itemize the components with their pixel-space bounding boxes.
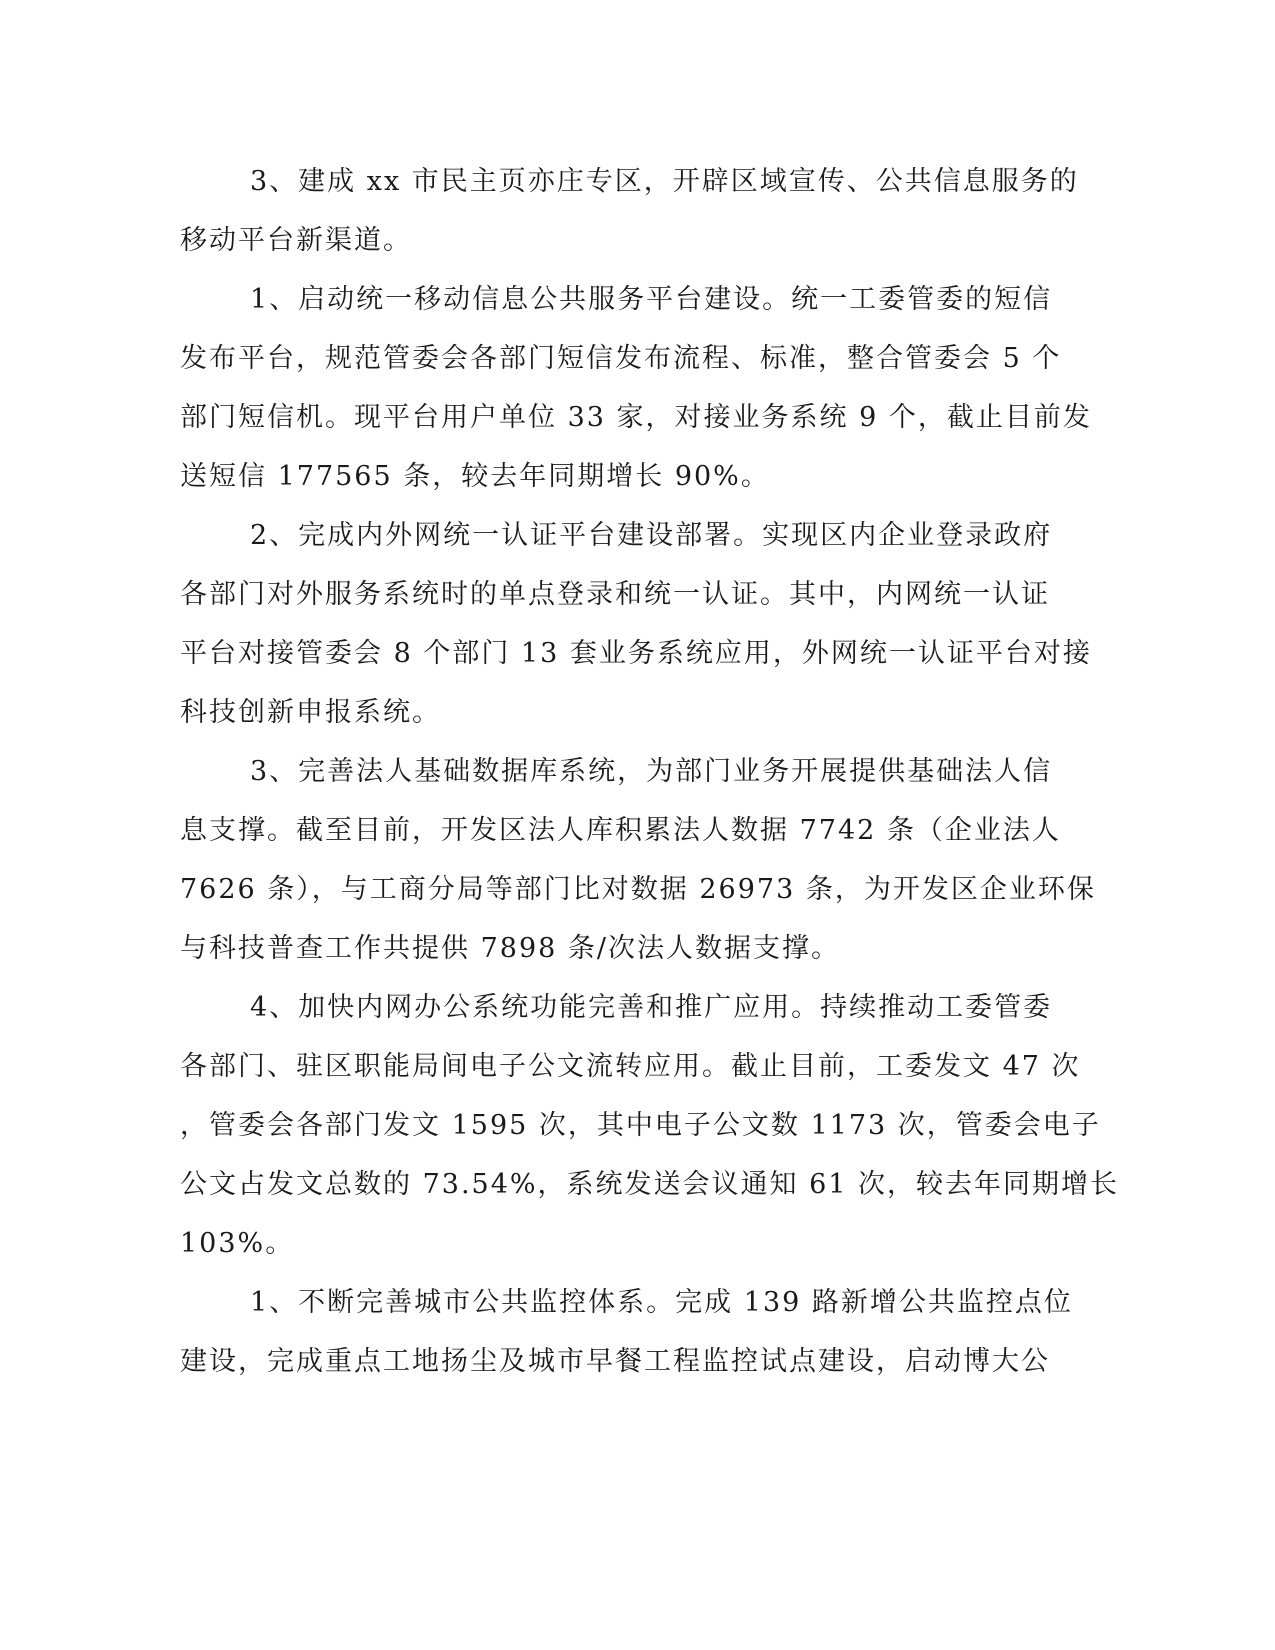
paragraph-4-line-3: 7626 条），与工商分局等部门比对数据 26973 条，为开发区企业环保 bbox=[180, 874, 1096, 905]
paragraph-1-line-1: 3、建成 xx 市民主页亦庄专区，开辟区域宣传、公共信息服务的 bbox=[250, 166, 1079, 197]
paragraph-5-line-2: 各部门、驻区职能局间电子公文流转应用。截止目前，工委发文 47 次 bbox=[180, 1051, 1081, 1082]
paragraph-5-line-5: 103%。 bbox=[180, 1228, 295, 1259]
paragraph-2-line-3: 部门短信机。现平台用户单位 33 家，对接业务系统 9 个，截止目前发 bbox=[180, 402, 1092, 433]
paragraph-6-line-2: 建设，完成重点工地扬尘及城市早餐工程监控试点建设，启动博大公 bbox=[180, 1346, 1050, 1377]
paragraph-4-line-4: 与科技普查工作共提供 7898 条/次法人数据支撑。 bbox=[180, 933, 840, 964]
paragraph-4-line-2: 息支撑。截至目前，开发区法人库积累法人数据 7742 条（企业法人 bbox=[180, 815, 1061, 846]
paragraph-2-line-1: 1、启动统一移动信息公共服务平台建设。统一工委管委的短信 bbox=[250, 284, 1053, 315]
paragraph-3-line-2: 各部门对外服务系统时的单点登录和统一认证。其中，内网统一认证 bbox=[180, 579, 1050, 610]
paragraph-5-line-3: ，管委会各部门发文 1595 次，其中电子公文数 1173 次，管委会电子 bbox=[180, 1110, 1101, 1141]
document-body bbox=[180, 152, 1120, 1391]
paragraph-4-line-1: 3、完善法人基础数据库系统，为部门业务开展提供基础法人信 bbox=[250, 756, 1053, 787]
paragraph-3-line-4: 科技创新申报系统。 bbox=[180, 697, 441, 728]
paragraph-5-line-4: 公文占发文总数的 73.54%，系统发送会议通知 61 次，较去年同期增长 bbox=[180, 1169, 1120, 1200]
paragraph-6-line-1: 1、不断完善城市公共监控体系。完成 139 路新增公共监控点位 bbox=[250, 1287, 1073, 1318]
paragraph-2-line-2: 发布平台，规范管委会各部门短信发布流程、标准，整合管委会 5 个 bbox=[180, 343, 1062, 374]
paragraph-1-line-2: 移动平台新渠道。 bbox=[180, 225, 412, 256]
paragraph-2-line-4: 送短信 177565 条，较去年同期增长 90%。 bbox=[180, 461, 770, 492]
paragraph-3-line-3: 平台对接管委会 8 个部门 13 套业务系统应用，外网统一认证平台对接 bbox=[180, 638, 1092, 669]
paragraph-5-line-1: 4、加快内网办公系统功能完善和推广应用。持续推动工委管委 bbox=[250, 992, 1053, 1023]
paragraph-3-line-1: 2、完成内外网统一认证平台建设部署。实现区内企业登录政府 bbox=[250, 520, 1053, 551]
